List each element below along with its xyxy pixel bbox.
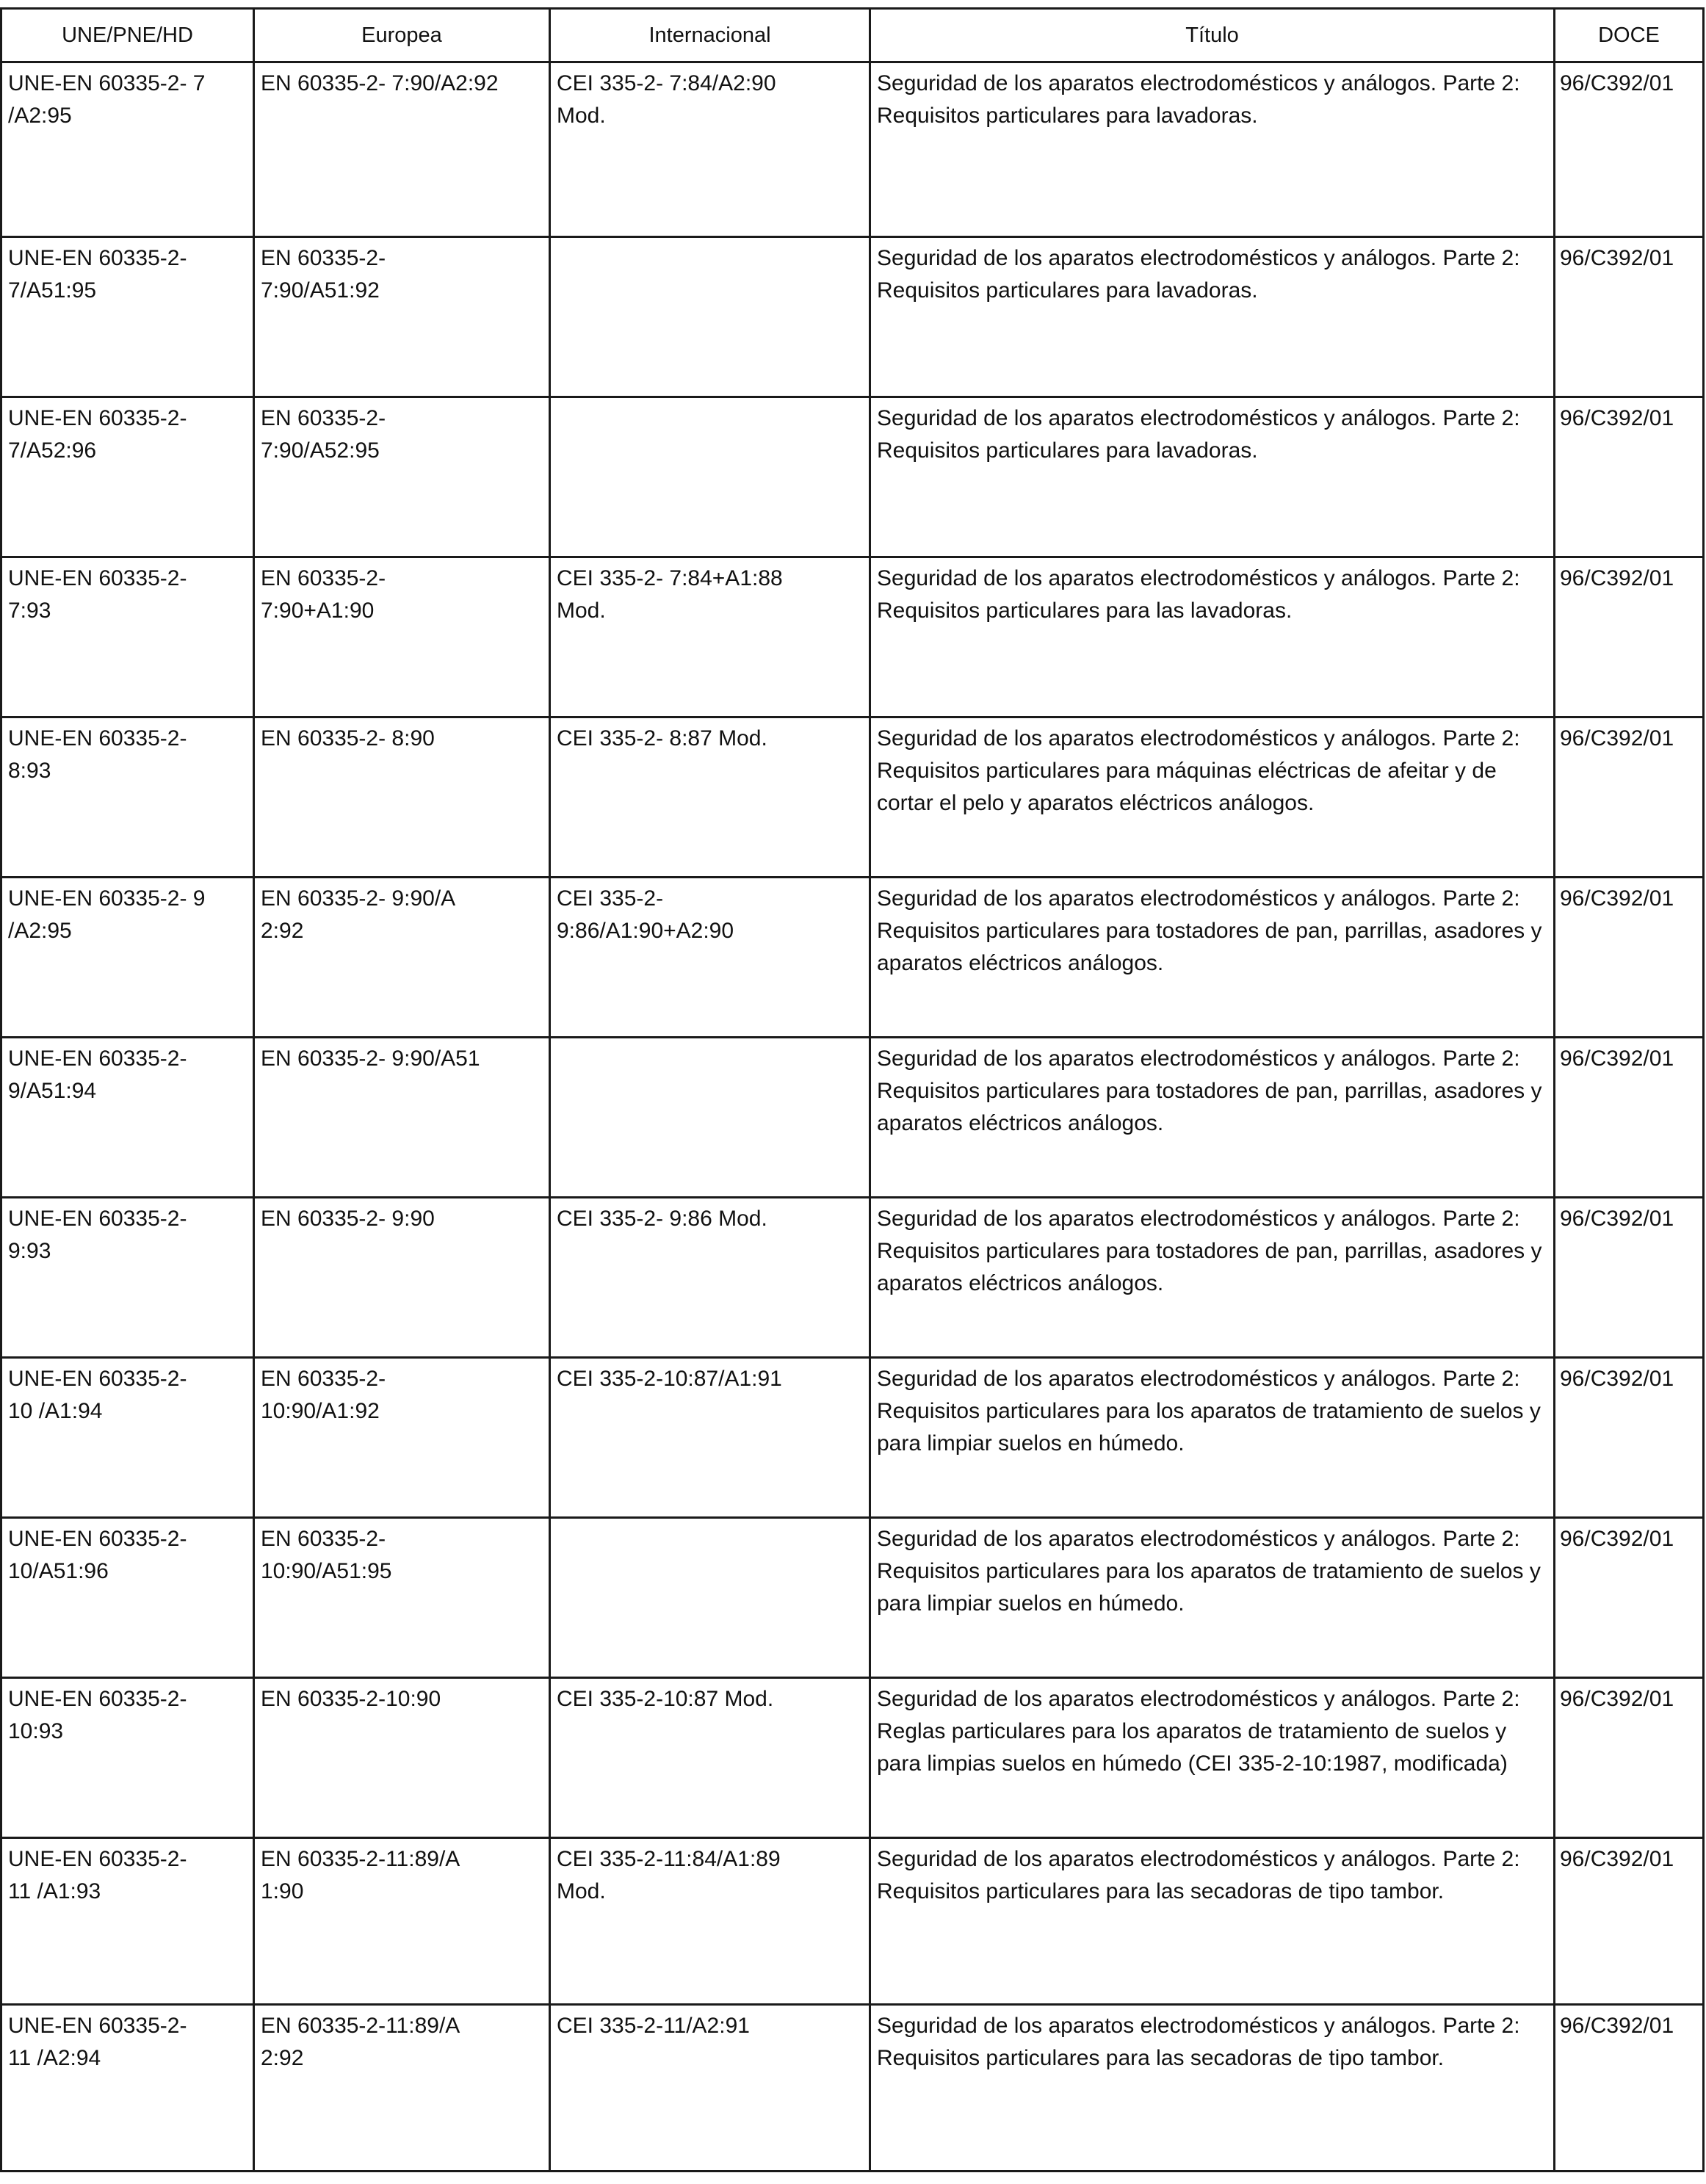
cell-une: UNE-EN 60335-2- 9 /A2:95 [1, 878, 254, 1038]
cell-doce: 96/C392/01 [1555, 237, 1704, 397]
table-row [1, 1678, 1704, 1838]
header-une: UNE/PNE/HD [1, 9, 254, 62]
table-row [1, 237, 1704, 397]
cell-internacional: CEI 335-2- 7:84+A1:88 Mod. [550, 557, 870, 717]
cell-internacional: CEI 335-2-11/A2:91 [550, 2005, 870, 2172]
cell-une: UNE-EN 60335-2- 10/A51:96 [1, 1518, 254, 1678]
header-titulo: Título [870, 9, 1555, 62]
table-row [1, 1198, 1704, 1358]
table-row [1, 878, 1704, 1038]
cell-titulo: Seguridad de los aparatos electrodomésticos y análogos. Parte 2: Requisitos particulares para tostadores de pan, parrillas, asadores y aparatos eléctricos análogos. [870, 878, 1555, 1038]
cell-internacional: CEI 335-2- 7:84/A2:90 Mod. [550, 62, 870, 237]
table-row [1, 1358, 1704, 1518]
cell-europea: EN 60335-2- 9:90/A 2:92 [254, 878, 550, 1038]
cell-une: UNE-EN 60335-2- 9:93 [1, 1198, 254, 1358]
cell-titulo: Seguridad de los aparatos electrodomésticos y análogos. Parte 2: Requisitos particulares para las secadoras de tipo tambor. [870, 1838, 1555, 2005]
cell-europea: EN 60335-2-10:90 [254, 1678, 550, 1838]
cell-titulo: Seguridad de los aparatos electrodomésticos y análogos. Parte 2: Requisitos particulares para lavadoras. [870, 62, 1555, 237]
cell-une: UNE-EN 60335-2- 10:93 [1, 1678, 254, 1838]
cell-une: UNE-EN 60335-2- 11 /A2:94 [1, 2005, 254, 2172]
cell-une: UNE-EN 60335-2- 7/A52:96 [1, 397, 254, 557]
cell-europea: EN 60335-2- 7:90/A2:92 [254, 62, 550, 237]
cell-doce: 96/C392/01 [1555, 1838, 1704, 2005]
table-row [1, 1518, 1704, 1678]
header-internacional: Internacional [550, 9, 870, 62]
cell-titulo: Seguridad de los aparatos electrodomésticos y análogos. Parte 2: Reglas particulares para los aparatos de tratamiento de suelos y para limpias suelos en húmedo (CEI 335-2-10:1987, modificada) [870, 1678, 1555, 1838]
cell-internacional: CEI 335-2-11:84/A1:89 Mod. [550, 1838, 870, 2005]
cell-internacional: CEI 335-2- 9:86/A1:90+A2:90 [550, 878, 870, 1038]
cell-doce: 96/C392/01 [1555, 1358, 1704, 1518]
cell-titulo: Seguridad de los aparatos electrodomésticos y análogos. Parte 2: Requisitos particulares para los aparatos de tratamiento de suelos y para limpiar suelos en húmedo. [870, 1518, 1555, 1678]
table-row [1, 1838, 1704, 2005]
table-row [1, 717, 1704, 878]
cell-internacional: CEI 335-2- 9:86 Mod. [550, 1198, 870, 1358]
cell-titulo: Seguridad de los aparatos electrodomésticos y análogos. Parte 2: Requisitos particulares para lavadoras. [870, 237, 1555, 397]
cell-doce: 96/C392/01 [1555, 878, 1704, 1038]
cell-une: UNE-EN 60335-2- 7/A51:95 [1, 237, 254, 397]
cell-doce: 96/C392/01 [1555, 1038, 1704, 1198]
cell-doce: 96/C392/01 [1555, 717, 1704, 878]
cell-internacional: CEI 335-2- 8:87 Mod. [550, 717, 870, 878]
cell-une: UNE-EN 60335-2- 10 /A1:94 [1, 1358, 254, 1518]
cell-doce: 96/C392/01 [1555, 1198, 1704, 1358]
cell-europea: EN 60335-2-11:89/A 1:90 [254, 1838, 550, 2005]
cell-europea: EN 60335-2- 7:90/A52:95 [254, 397, 550, 557]
cell-une: UNE-EN 60335-2- 9/A51:94 [1, 1038, 254, 1198]
cell-europea: EN 60335-2- 7:90/A51:92 [254, 237, 550, 397]
cell-europea: EN 60335-2- 9:90/A51 [254, 1038, 550, 1198]
cell-titulo: Seguridad de los aparatos electrodomésticos y análogos. Parte 2: Requisitos particulares para los aparatos de tratamiento de suelos y para limpiar suelos en húmedo. [870, 1358, 1555, 1518]
cell-internacional: CEI 335-2-10:87/A1:91 [550, 1358, 870, 1518]
cell-une: UNE-EN 60335-2- 7 /A2:95 [1, 62, 254, 237]
cell-doce: 96/C392/01 [1555, 1518, 1704, 1678]
standards-table [0, 7, 1705, 2172]
cell-europea: EN 60335-2- 8:90 [254, 717, 550, 878]
table-row [1, 557, 1704, 717]
cell-doce: 96/C392/01 [1555, 2005, 1704, 2172]
cell-titulo: Seguridad de los aparatos electrodomésticos y análogos. Parte 2: Requisitos particulares para tostadores de pan, parrillas, asadores y aparatos eléctricos análogos. [870, 1198, 1555, 1358]
table-row [1, 1038, 1704, 1198]
table-row [1, 2005, 1704, 2172]
header-doce: DOCE [1555, 9, 1704, 62]
cell-internacional [550, 1518, 870, 1678]
cell-doce: 96/C392/01 [1555, 397, 1704, 557]
header-europea: Europea [254, 9, 550, 62]
cell-une: UNE-EN 60335-2- 11 /A1:93 [1, 1838, 254, 2005]
cell-titulo: Seguridad de los aparatos electrodomésticos y análogos. Parte 2: Requisitos particulares para tostadores de pan, parrillas, asadores y aparatos eléctricos análogos. [870, 1038, 1555, 1198]
cell-titulo: Seguridad de los aparatos electrodomésticos y análogos. Parte 2: Requisitos particulares para lavadoras. [870, 397, 1555, 557]
cell-titulo: Seguridad de los aparatos electrodomésticos y análogos. Parte 2: Requisitos particulares para las secadoras de tipo tambor. [870, 2005, 1555, 2172]
header-row [1, 9, 1704, 62]
cell-doce: 96/C392/01 [1555, 62, 1704, 237]
cell-internacional [550, 397, 870, 557]
cell-une: UNE-EN 60335-2- 7:93 [1, 557, 254, 717]
cell-europea: EN 60335-2- 7:90+A1:90 [254, 557, 550, 717]
cell-titulo: Seguridad de los aparatos electrodomésticos y análogos. Parte 2: Requisitos particulares para las lavadoras. [870, 557, 1555, 717]
cell-titulo: Seguridad de los aparatos electrodomésticos y análogos. Parte 2: Requisitos particulares para máquinas eléctricas de afeitar y de cortar el pelo y aparatos eléctricos análogos. [870, 717, 1555, 878]
table-row [1, 397, 1704, 557]
cell-europea: EN 60335-2-11:89/A 2:92 [254, 2005, 550, 2172]
cell-internacional [550, 237, 870, 397]
cell-doce: 96/C392/01 [1555, 557, 1704, 717]
cell-internacional: CEI 335-2-10:87 Mod. [550, 1678, 870, 1838]
cell-doce: 96/C392/01 [1555, 1678, 1704, 1838]
cell-europea: EN 60335-2- 10:90/A1:92 [254, 1358, 550, 1518]
cell-internacional [550, 1038, 870, 1198]
table-body [1, 62, 1704, 2172]
table-row [1, 62, 1704, 237]
cell-europea: EN 60335-2- 10:90/A51:95 [254, 1518, 550, 1678]
cell-une: UNE-EN 60335-2- 8:93 [1, 717, 254, 878]
cell-europea: EN 60335-2- 9:90 [254, 1198, 550, 1358]
